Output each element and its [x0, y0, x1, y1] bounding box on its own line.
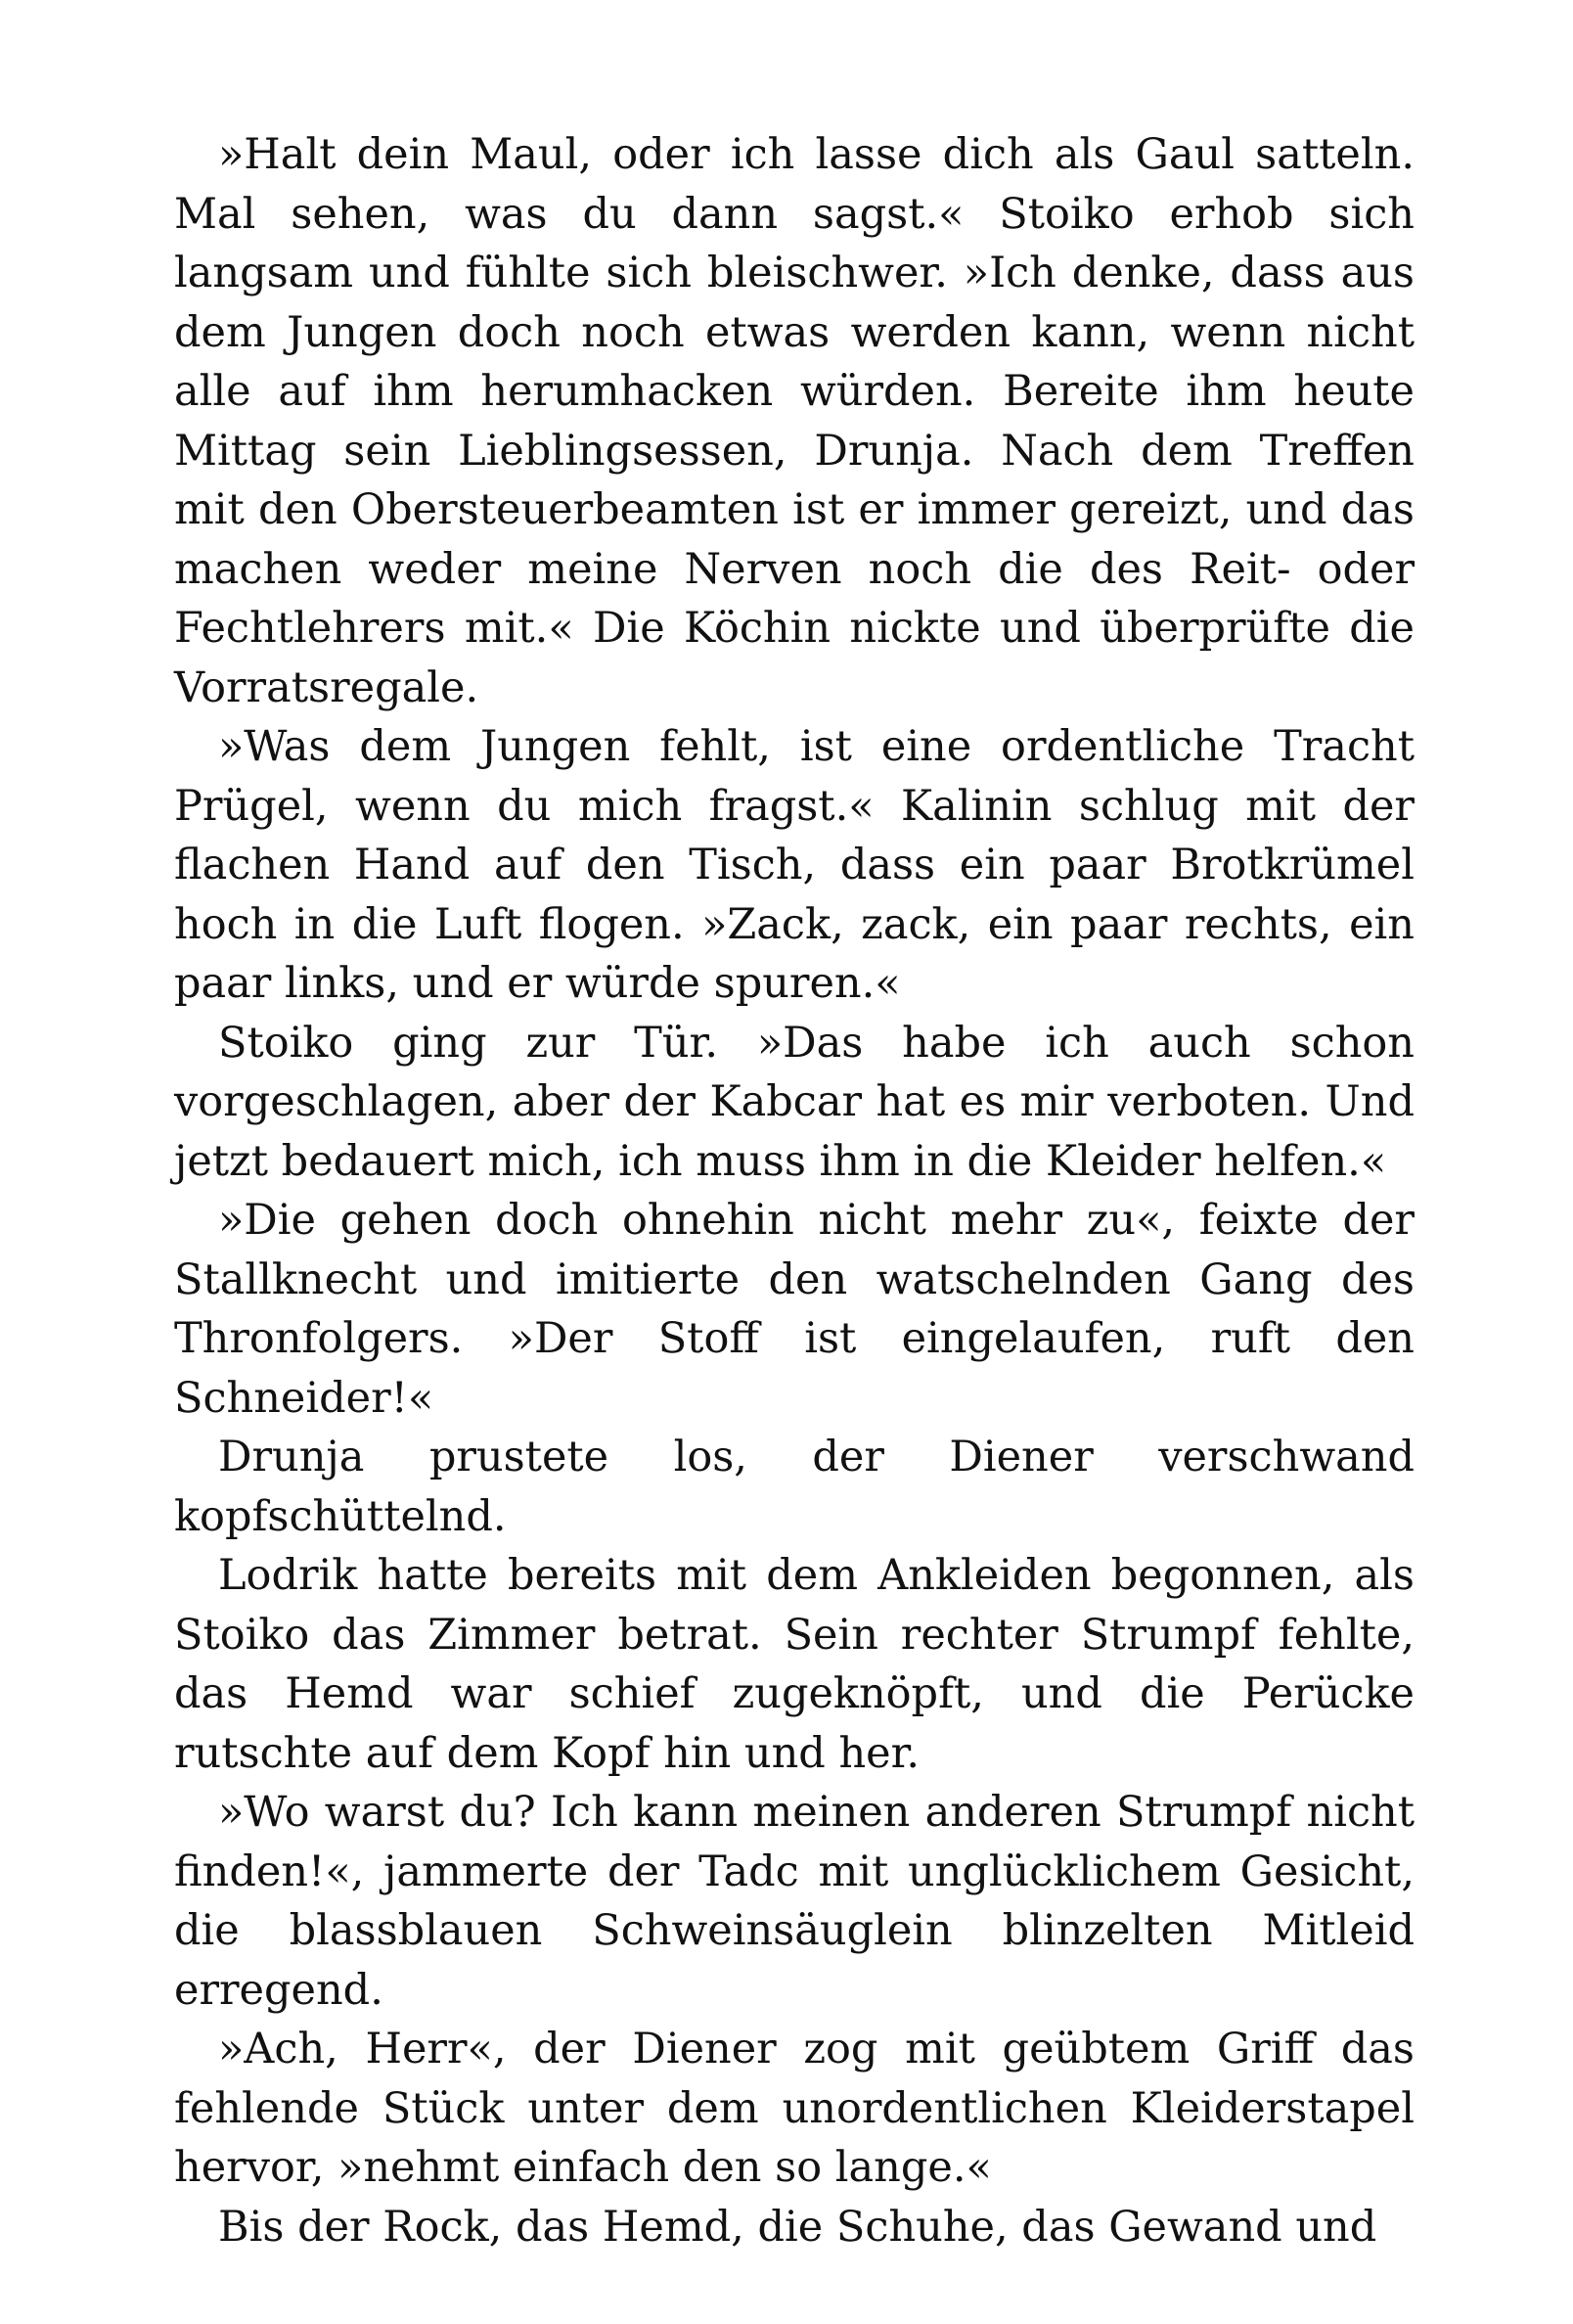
paragraph-5: Drunja prustete los, der Diener verschwand kopfschüttelnd.	[174, 1433, 1415, 1541]
paragraph-3: Stoiko ging zur Tür. »Das habe ich auch schon vorgeschlagen, aber der Kabcar hat es mir verboten. Und jetzt bedauert mich, ich muss ihm in die Kleider helfen.«	[174, 1018, 1415, 1186]
paragraph-1: »Halt dein Maul, oder ich lasse dich als Gaul satteln. Mal sehen, was du dann sagst.« Stoiko erhob sich langsam und fühlte sich bleischwer. »Ich denke, dass aus dem Jungen doch noch etwas werden kann, wenn nicht alle auf ihm herumhacken würden. Bereite ihm heute Mittag sein Lieblingsessen, Drunja. Nach dem Treffen mit den Obersteuerbeamten ist er immer gereizt, und das machen weder meine Nerven noch die des Reit- oder Fechtlehrers mit.« Die Köchin nickte und überprüfte die Vorratsregale.	[174, 130, 1415, 712]
paragraph-4: »Die gehen doch ohnehin nicht mehr zu«, feixte der Stallknecht und imitierte den watschelnden Gang des Thronfolgers. »Der Stoff ist eingelaufen, ruft den Schneider!«	[174, 1196, 1415, 1423]
paragraph-6: Lodrik hatte bereits mit dem Ankleiden begonnen, als Stoiko das Zimmer betrat. Sein rechter Strumpf fehlte, das Hemd war schief zugeknöpft, und die Perücke rutschte auf dem Kopf hin und her.	[174, 1551, 1415, 1778]
paragraph-9: Bis der Rock, das Hemd, die Schuhe, das Gewand und	[218, 2202, 1377, 2252]
paragraph-7: »Wo warst du? Ich kann meinen anderen Strumpf nicht finden!«, jammerte der Tadc mit unglücklichem Gesicht, die blassblauen Schweinsäuglein blinzelten Mitleid erregend.	[174, 1788, 1415, 2015]
book-page	[174, 125, 1415, 2256]
paragraph-2: »Was dem Jungen fehlt, ist eine ordentliche Tracht Prügel, wenn du mich fragst.« Kalinin schlug mit der flachen Hand auf den Tisch, dass ein paar Brotkrümel hoch in die Luft flogen. »Zack, zack, ein paar rechts, ein paar links, und er würde spuren.«	[174, 722, 1415, 1008]
paragraph-8: »Ach, Herr«, der Diener zog mit geübtem Griff das fehlende Stück unter dem unordentlichen Kleiderstapel hervor, »nehmt einfach den so lange.«	[174, 2025, 1415, 2192]
